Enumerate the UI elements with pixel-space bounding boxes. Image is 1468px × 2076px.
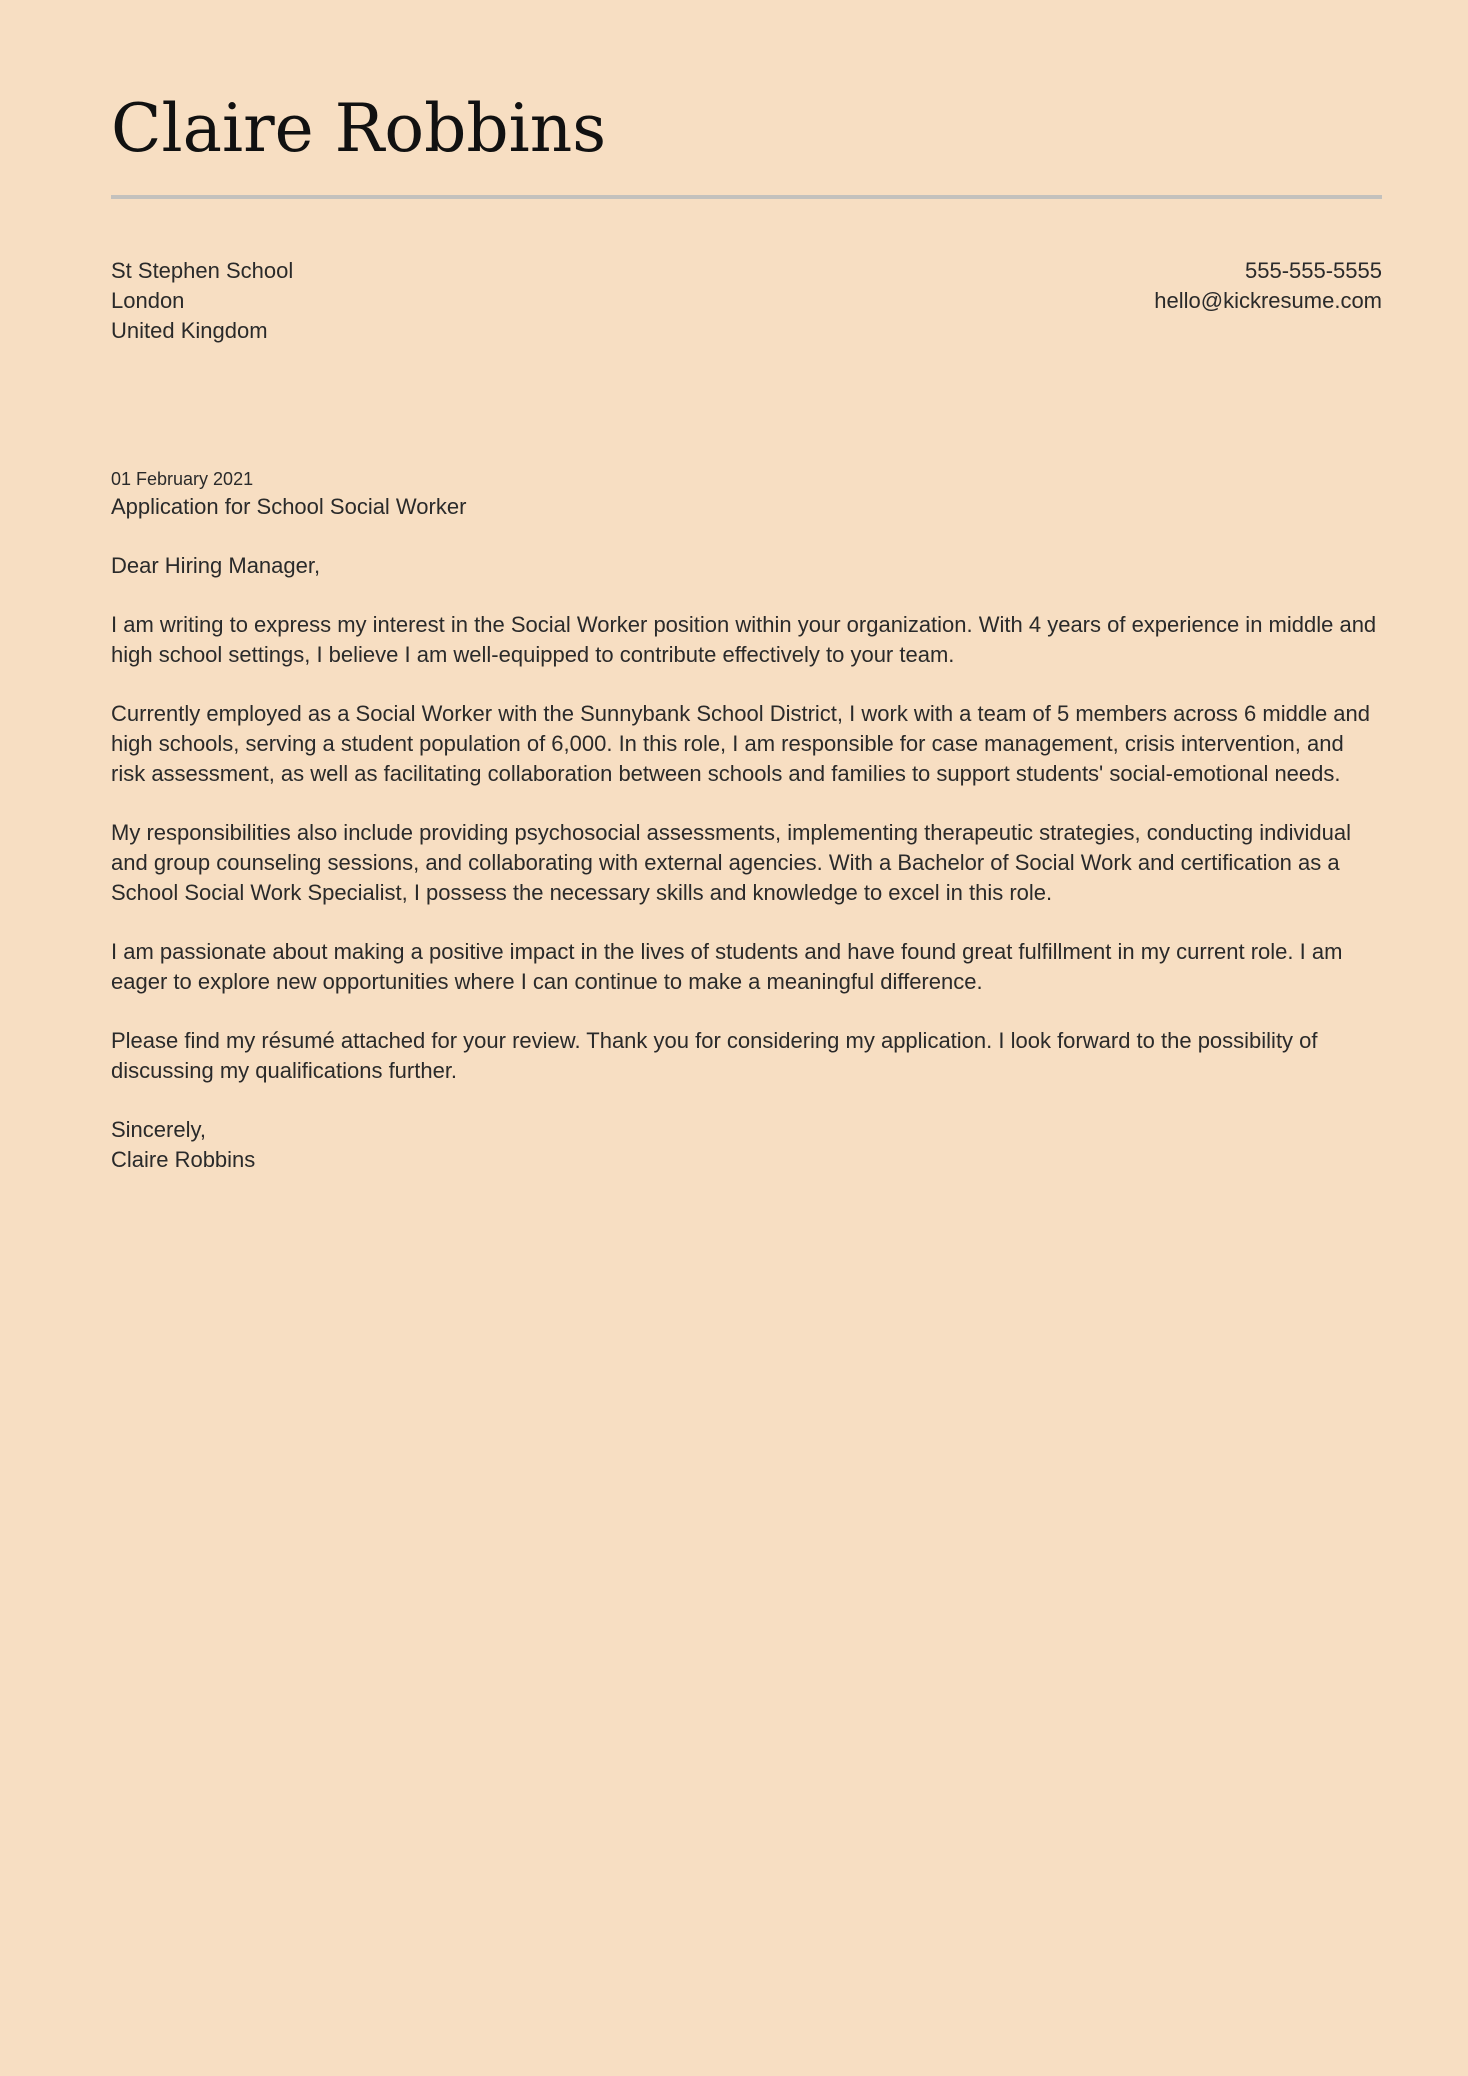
body-paragraph: Please find my résumé attached for your review. Thank you for considering my application. I look forward to the possibility of discussing my qualifications further.: [111, 1028, 1318, 1083]
signature: Claire Robbins: [111, 1146, 256, 1172]
letter-subject: Application for School Social Worker: [111, 494, 467, 519]
body-paragraph: I am passionate about making a positive impact in the lives of students and have found great fulfillment in my current role. I am eager to explore new opportunities where I can continue to make a meaningful difference.: [111, 939, 1343, 994]
phone-number: 555-555-5555: [1244, 258, 1382, 283]
body-paragraph: I am writing to express my interest in the Social Worker position within your organization. With 4 years of experience in middle and high school settings, I believe I am well-equipped to contribute effectively to your team.: [111, 612, 1377, 668]
signoff: [111, 1115, 1382, 1174]
letter-body: [111, 551, 1382, 1204]
greeting: Dear Hiring Manager,: [111, 553, 321, 578]
recipient-address: [111, 256, 293, 346]
recipient-city: London: [111, 288, 185, 313]
email-address: hello@kickresume.com: [1154, 288, 1382, 313]
applicant-name: Claire Robbins: [111, 90, 607, 167]
closing: Sincerely,: [111, 1117, 206, 1143]
body-paragraph: Currently employed as a Social Worker with the Sunnybank School District, I work with a team of 5 members across 6 middle and high schools, serving a student population of 6,000. In this role, I am responsible for case management, crisis intervention, and risk assessment, as well as facilitating collaboration between schools and families to support students' social-emotional needs.: [111, 701, 1371, 786]
body-paragraph: My responsibilities also include providing psychosocial assessments, implementing therapeutic strategies, conducting individual and group counseling sessions, and collaborating with external agencies. With a Bachelor of Social Work and certification as a School Social Work Specialist, I possess the necessary skills and knowledge to excel in this role.: [111, 820, 1351, 905]
header-divider: [111, 195, 1382, 199]
recipient-organization: St Stephen School: [111, 258, 294, 283]
letter-date: 01 February 2021: [111, 469, 254, 489]
applicant-contact: [1154, 256, 1382, 316]
recipient-country: United Kingdom: [111, 318, 268, 343]
